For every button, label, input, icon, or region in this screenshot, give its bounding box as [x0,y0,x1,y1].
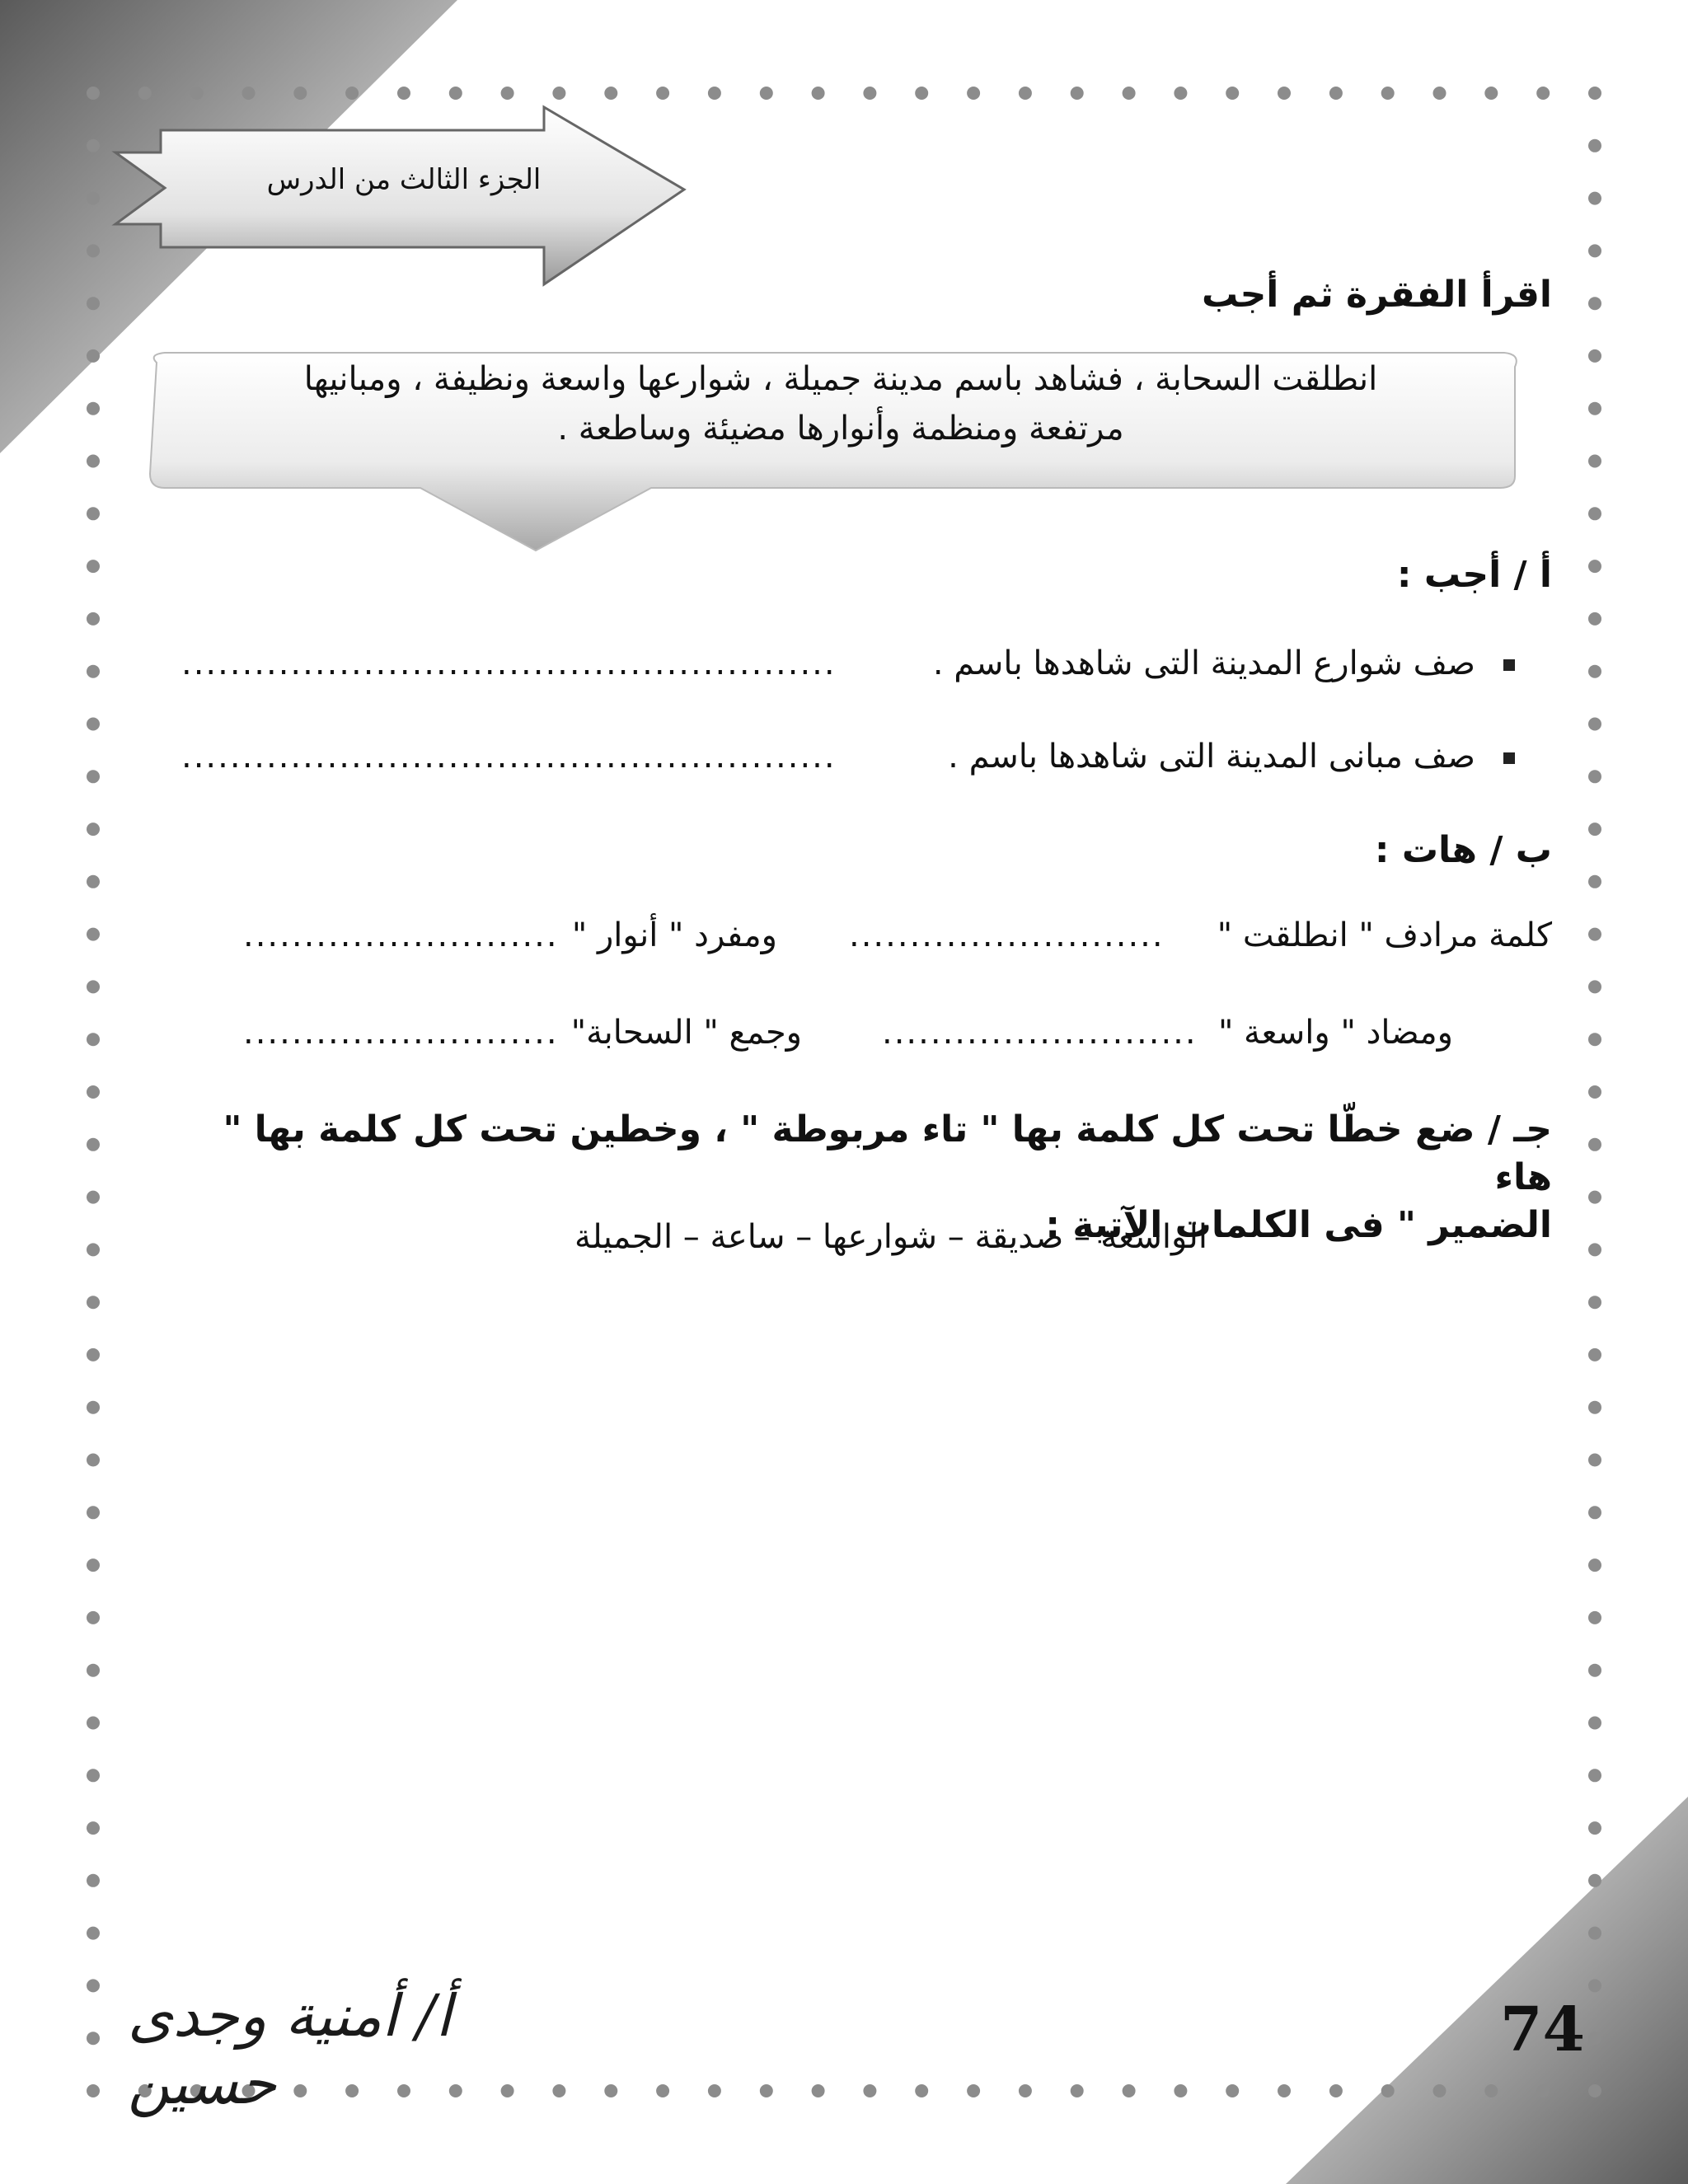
border-dot [1588,1348,1601,1361]
border-dot [1381,87,1395,100]
border-dot [449,87,462,100]
question-2 [948,738,1515,776]
border-dot [87,928,100,941]
border-dot [87,1138,100,1151]
border-dot [1174,2084,1187,2097]
part-b-heading: ب / هات : [1374,829,1552,871]
border-dot [87,1927,100,1940]
border-dot [87,1717,100,1730]
border-dot [87,1874,100,1887]
border-dot [87,402,100,415]
border-dot [87,1454,100,1467]
passage-line-1: انطلقت السحابة ، فشاهد باسم مدينة جميلة ، شوارعها واسعة ونظيفة ، ومبانيها [303,360,1378,398]
border-dot [1484,87,1498,100]
border-dot [1484,2084,1498,2097]
border-dot [87,823,100,836]
question-2-text: صف مبانى المدينة التى شاهدها باسم . [948,738,1475,776]
border-dot [1381,2084,1395,2097]
border-dot [87,2032,100,2045]
border-dot [1433,2084,1447,2097]
border-dot [1278,87,1291,100]
border-dot [1588,349,1601,363]
border-dot [1588,402,1601,415]
border-dot [812,87,825,100]
border-dot [190,87,204,100]
border-dot [1329,87,1343,100]
border-dot [87,1664,100,1677]
border-dot [1588,1401,1601,1414]
border-dot [1588,297,1601,310]
border-dot [1226,87,1239,100]
answer-blank-1[interactable]: ...................................................... [181,644,837,682]
question-1-text: صف شوارع المدينة التى شاهدها باسم . [932,644,1475,682]
border-dot [1329,2084,1343,2097]
border-dot [1588,2084,1601,2097]
reading-passage [198,354,1484,453]
border-dot [1588,718,1601,731]
border-dot [1278,2084,1291,2097]
border-dot [915,87,928,100]
border-dot [87,297,100,310]
synonym-blank[interactable]: .......................... [849,916,1165,954]
border-dot [87,1821,100,1835]
border-dot [812,2084,825,2097]
page-number: 74 [1500,1994,1585,2065]
border-dot [87,1769,100,1782]
border-dot [87,560,100,573]
border-dot [87,192,100,205]
border-dot [87,980,100,993]
singular-label: ومفرد " أنوار " [571,916,777,954]
border-dot [1071,87,1084,100]
border-dot [1433,87,1447,100]
border-dot [760,2084,773,2097]
border-dot [1588,928,1601,941]
border-dot [552,87,565,100]
border-dot [1588,1874,1601,1887]
border-dot [87,612,100,626]
instruction-heading: اقرأ الفقرة ثم أجب [1202,274,1552,316]
border-dot [967,2084,980,2097]
border-dot [1588,455,1601,468]
singular-blank[interactable]: .......................... [243,916,559,954]
border-dot [1071,2084,1084,2097]
border-dot [1588,1296,1601,1309]
border-dot [1174,87,1187,100]
border-dot [1588,1611,1601,1624]
border-dot [1588,139,1601,152]
border-dot [1588,507,1601,520]
bottom-right-corner-decoration [1286,1797,1688,2184]
border-dot [915,2084,928,2097]
border-dot [1536,87,1550,100]
passage-line-2: مرتفعة ومنظمة وأنوارها مضيئة وساطعة . [557,410,1124,448]
border-dot [87,875,100,888]
border-dot [1588,1454,1601,1467]
border-dot [656,87,669,100]
border-dot [1123,87,1136,100]
border-dot [1588,1243,1601,1256]
border-dot [708,2084,721,2097]
border-dot [1588,2032,1601,2045]
border-dot [87,87,100,100]
border-dot [1588,560,1601,573]
section-label: الجزء الثالث من الدرس [266,163,542,196]
plural-label: وجمع " السحابة" [570,1014,802,1052]
border-dot [87,1243,100,1256]
border-dot [87,770,100,783]
border-dot [87,1401,100,1414]
border-dot [604,87,617,100]
border-dot [1588,1085,1601,1099]
border-dot [1588,1769,1601,1782]
border-dot [1588,1138,1601,1151]
border-dot [1019,2084,1032,2097]
border-dot [656,2084,669,2097]
border-dot [1123,2084,1136,2097]
border-dot [87,349,100,363]
border-dot [87,718,100,731]
plural-blank[interactable]: .......................... [243,1014,559,1052]
border-dot [1588,875,1601,888]
border-dot [1019,87,1032,100]
border-dot [863,2084,876,2097]
border-dot [87,1506,100,1519]
border-dot [1588,1979,1601,1992]
border-dot [1588,770,1601,783]
bullet-square-icon [1503,752,1515,764]
border-dot [1588,1033,1601,1046]
border-dot [87,455,100,468]
border-dot [1588,192,1601,205]
border-dot [87,1085,100,1099]
border-dot [1588,1558,1601,1572]
border-dot [87,1296,100,1309]
border-dot [967,87,980,100]
border-dot [87,665,100,678]
synonym-label: كلمة مرادف " انطلقت " [1217,916,1552,954]
border-dot [760,87,773,100]
border-dot [708,87,721,100]
border-dot [1588,1664,1601,1677]
border-dot [87,139,100,152]
border-dot [604,2084,617,2097]
author-signature: أ/ أمنية وجدى حسين [128,1982,452,2117]
border-dot [1536,2084,1550,2097]
border-dot [242,87,256,100]
question-1 [933,644,1515,682]
border-dot [1226,2084,1239,2097]
border-dot [1588,1191,1601,1204]
border-dot [1588,665,1601,678]
bullet-square-icon [1503,659,1515,671]
border-dot [87,1558,100,1572]
border-dot [87,1033,100,1046]
part-a-heading: أ / أجب : [1396,554,1552,596]
border-dot [1588,612,1601,626]
border-dot [1588,1717,1601,1730]
border-dot [397,87,410,100]
border-dot [1588,1506,1601,1519]
word-list: الواسعة – صديقة – شوارعها – ساعة – الجميلة [574,1218,1207,1256]
border-dot [87,1979,100,1992]
border-dot [87,507,100,520]
border-dot [87,1611,100,1624]
antonym-blank[interactable]: .......................... [882,1014,1198,1052]
border-dot [1588,980,1601,993]
border-dot [1588,823,1601,836]
antonym-label: ومضاد " واسعة " [1217,1014,1453,1052]
border-dot [87,1348,100,1361]
border-dot [87,244,100,257]
border-dot [138,87,152,100]
border-dot [1588,1927,1601,1940]
part-c-heading-line-1: جـ / ضع خطّا تحت كل كلمة بها " تاء مربوطة " ، وخطين تحت كل كلمة بها " هاء [223,1108,1552,1198]
border-dot [501,87,514,100]
border-dot [87,2084,100,2097]
border-dot [345,87,359,100]
border-dot [293,87,307,100]
border-dot [863,87,876,100]
border-dot [1588,87,1601,100]
answer-blank-2[interactable]: ...................................................... [181,738,837,776]
border-dot [1588,244,1601,257]
border-dot [1588,1821,1601,1835]
border-dot [87,1191,100,1204]
part-c-heading-line-2: الضمير " فى الكلمات الآتية : [1045,1204,1552,1246]
